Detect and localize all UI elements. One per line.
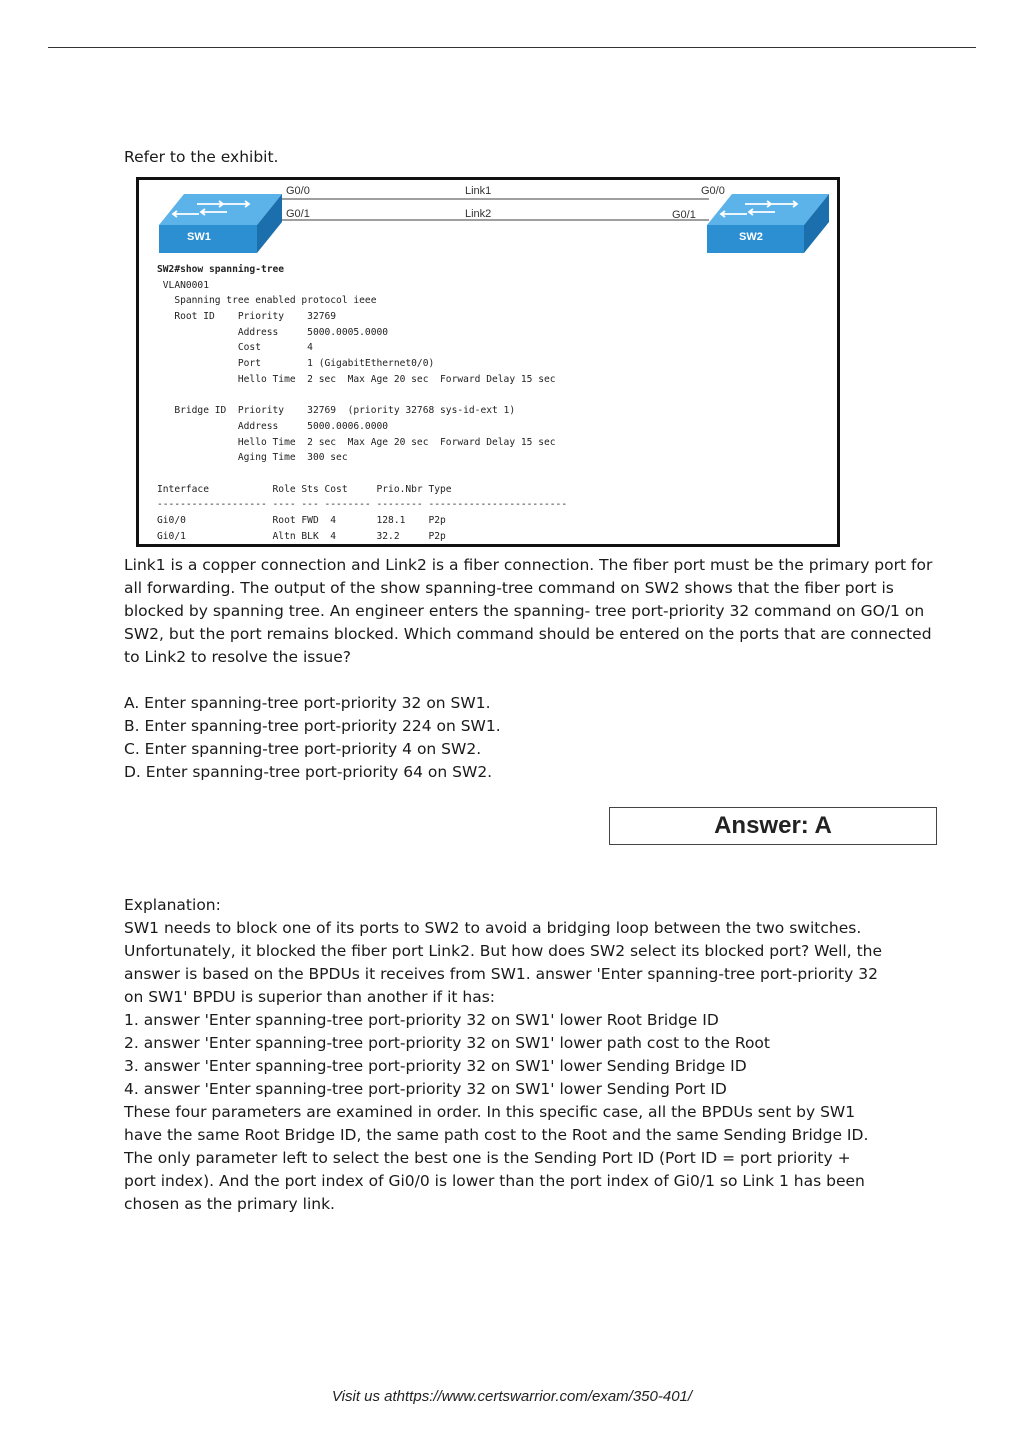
intro-text: Refer to the exhibit.: [124, 148, 279, 166]
explanation-line: 2. answer 'Enter spanning-tree port-priority 32 on SW1' lower path cost to the Root: [124, 1034, 770, 1052]
explanation-heading: Explanation:: [124, 896, 221, 914]
sw1-g01-port-label: G0/1: [286, 208, 310, 220]
explanation-text: [124, 894, 930, 1216]
cli-line: Gi0/0 Root FWD 4 128.1 P2p: [157, 515, 446, 526]
question-text: [124, 554, 933, 669]
cli-line: [157, 388, 567, 404]
answer-box: Answer: A: [609, 807, 937, 845]
cli-line: Hello Time 2 sec Max Age 20 sec Forward Delay 15 sec: [157, 436, 556, 448]
cli-line: Port 1 (GigabitEthernet0/0): [157, 358, 435, 370]
explanation-line: on SW1' BPDU is superior than another if it has:: [124, 988, 495, 1006]
sw1-label: SW1: [187, 231, 211, 243]
cli-line: Hello Time 2 sec Max Age 20 sec Forward Delay 15 sec: [157, 373, 556, 385]
link1-label: Link1: [465, 185, 492, 197]
cli-line: ------------------- ---- --- -------- -------- ------------------------: [157, 499, 568, 511]
cli-line: Spanning tree enabled protocol ieee: [157, 295, 377, 307]
cli-line: Bridge ID Priority 32769 (priority 32768 sys-id-ext 1): [157, 405, 516, 417]
cli-line: VLAN0001: [157, 279, 209, 291]
question-line: all forwarding. The output of the show spanning-tree command on SW2 shows that the fiber port is: [124, 579, 894, 597]
sw1-g00-port-label: G0/0: [286, 185, 310, 197]
cli-line: Interface Role Sts Cost Prio.Nbr Type: [157, 483, 452, 495]
cli-line: [157, 466, 567, 482]
options-list: [124, 692, 930, 784]
question-line: blocked by spanning tree. An engineer enters the spanning- tree port-priority 32 command on GO/1 on: [124, 602, 925, 620]
exhibit-image: [136, 177, 840, 547]
footer-link-text[interactable]: Visit us athttps://www.certswarrior.com/exam/350-401/: [331, 1388, 693, 1405]
explanation-line: 4. answer 'Enter spanning-tree port-priority 32 on SW1' lower Sending Port ID: [124, 1080, 727, 1098]
explanation-line: SW1 needs to block one of its ports to SW2 to avoid a bridging loop between the two switches.: [124, 919, 862, 937]
option-a: A. Enter spanning-tree port-priority 32 on SW1.: [124, 694, 491, 712]
explanation-line: The only parameter left to select the best one is the Sending Port ID (Port ID = port priority +: [124, 1149, 851, 1167]
question-line: SW2, but the port remains blocked. Which command should be entered on the ports that are connected: [124, 625, 932, 643]
cli-line: Gi0/1 Altn BLK 4 32.2 P2p: [157, 530, 446, 542]
explanation-line: These four parameters are examined in order. In this specific case, all the BPDUs sent by SW1: [124, 1103, 856, 1121]
sw2-label: SW2: [739, 231, 763, 243]
cli-line: Root ID Priority 32769: [157, 311, 337, 323]
cli-line: Cost 4: [157, 342, 313, 354]
sw2-g00-port-label: G0/0: [701, 185, 725, 197]
sw1-switch-icon: [159, 194, 282, 253]
cli-line: Aging Time 300 sec: [157, 452, 348, 464]
explanation-line: Unfortunately, it blocked the fiber port Link2. But how does SW2 select its blocked port? Well, the: [124, 942, 883, 960]
question-line: Link1 is a copper connection and Link2 is a fiber connection. The fiber port must be the primary port for: [124, 556, 933, 574]
explanation-line: 3. answer 'Enter spanning-tree port-priority 32 on SW1' lower Sending Bridge ID: [124, 1057, 747, 1075]
cli-line: SW2#show spanning-tree: [157, 264, 285, 275]
question-line: to Link2 to resolve the issue?: [124, 648, 351, 666]
option-b: B. Enter spanning-tree port-priority 224 on SW1.: [124, 717, 501, 735]
explanation-line: chosen as the primary link.: [124, 1195, 335, 1213]
explanation-line: port index). And the port index of Gi0/0 is lower than the port index of Gi0/1 so Link 1 has been: [124, 1172, 865, 1190]
cli-line: Address 5000.0005.0000: [157, 326, 389, 338]
explanation-line: have the same Root Bridge ID, the same path cost to the Root and the same Sending Bridge ID.: [124, 1126, 869, 1144]
cli-output: [157, 262, 567, 544]
link2-label: Link2: [465, 208, 492, 220]
cli-line: Address 5000.0006.0000: [157, 420, 389, 432]
option-d: D. Enter spanning-tree port-priority 64 on SW2.: [124, 763, 493, 781]
header-rule: [48, 47, 976, 48]
explanation-line: answer is based on the BPDUs it receives from SW1. answer 'Enter spanning-tree port-priority 32: [124, 965, 879, 983]
option-c: C. Enter spanning-tree port-priority 4 on SW2.: [124, 740, 482, 758]
explanation-line: 1. answer 'Enter spanning-tree port-priority 32 on SW1' lower Root Bridge ID: [124, 1011, 719, 1029]
sw2-switch-icon: [707, 194, 829, 253]
sw2-g01-port-label: G0/1: [672, 209, 696, 221]
